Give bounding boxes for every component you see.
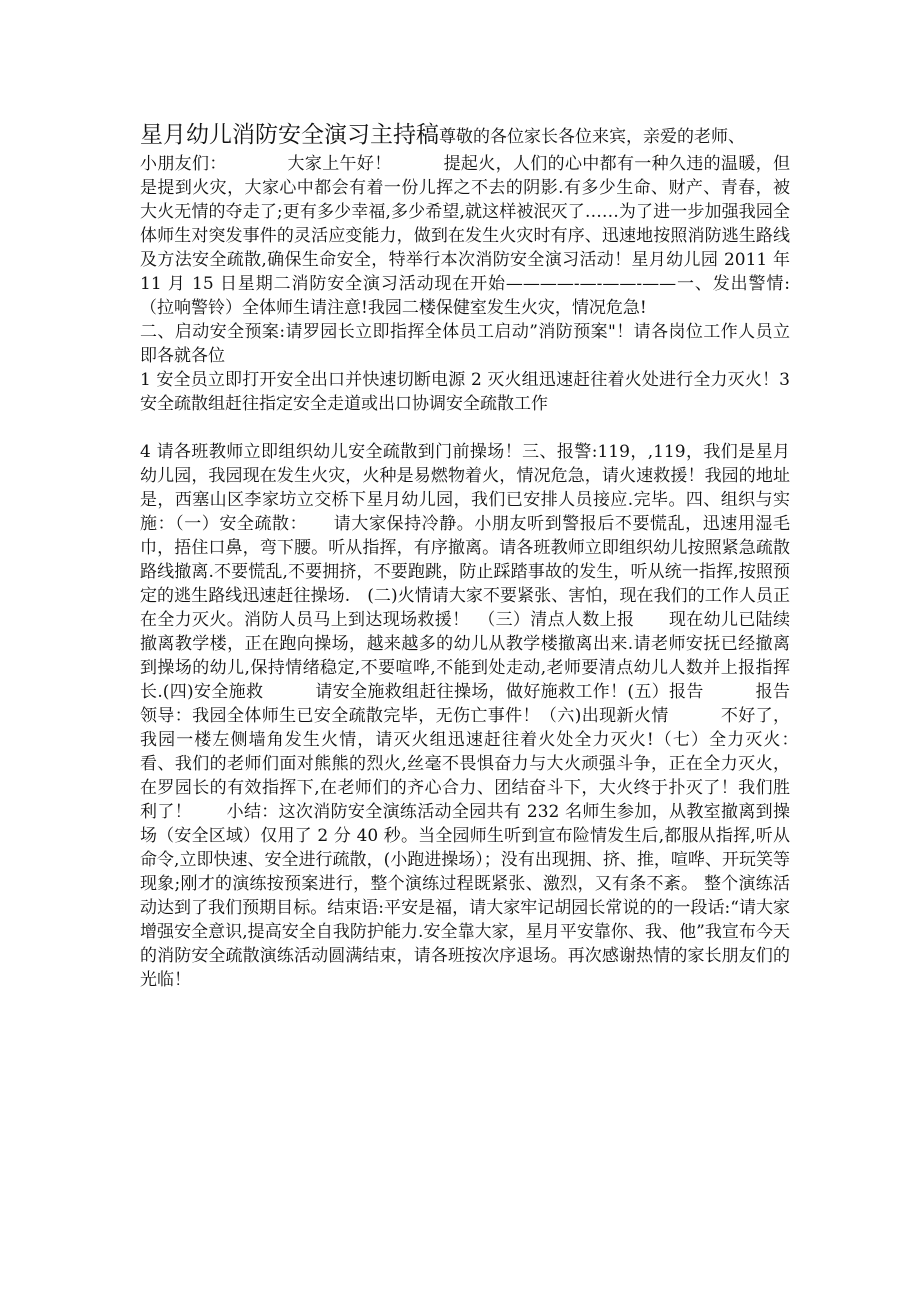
opening-salutation: 尊敬的各位家长各位来宾，亲爱的老师、 (439, 127, 745, 147)
document-body (140, 118, 824, 992)
document-title: 星月幼儿消防安全演习主持稿 (140, 122, 439, 148)
paragraph-activate-plan: 二、启动安全预案:请罗园长立即指挥全体员工启动”消防预案"！请各岗位工作人员立即各就各位 (140, 322, 790, 366)
paragraph-spacer (140, 416, 790, 440)
title-line (140, 118, 790, 152)
paragraph-drill-procedure: 4 请各班教师立即组织幼儿安全疏散到门前操场！三、报警:119，,119，我们是星月幼儿园，我园现在发生火灾，火种是易燃物着火，情况危急，请火速救援！我园的地址是，西塞山区李家坊立交桥下星月幼儿园，我们已安排人员接应.完毕。四、组织与实施：（一）安全疏散： 请大家保持冷静。小朋友听到警报后不要慌乱，迅速用湿毛巾，捂住口鼻，弯下腰。听从指挥，有序撤离。请各班教师立即组织幼儿按照紧急疏散路线撤离.不要慌乱,不要拥挤，不要跑跳，防止踩踏事故的发生，听从统一指挥,按照预定的逃生路线迅速赶往操场. (二)火情请大家不要紧张、害怕，现在我们的工作人员正在全力灭火。消防人员马上到达现场救援！ （三）清点人数上报 现在幼儿已陆续撤离教学楼，正在跑向操场，越来越多的幼儿从教学楼撤离出来.请老师安抚已经撤离到操场的幼儿,保持情绪稳定,不要喧哗,不能到处走动,老师要清点幼儿人数并上报指挥长.(四)安全施救 请安全施救组赶往操场，做好施救工作！(五）报告 报告领导：我园全体师生已安全疏散完毕，无伤亡事件！（六)出现新火情 不好了，我园一楼左侧墙角发生火情，请灭火组迅速赶往着火处全力灭火!（七）全力灭火： 看、我们的老师们面对熊熊的烈火,丝毫不畏惧奋力与大火顽强斗争，正在全力灭火，在罗园长的有效指挥下,在老师们的齐心合力、团结奋斗下，大火终于扑灭了！我们胜利了！ 小结：这次消防安全演练活动全园共有 232 名师生参加，从教室撤离到操场（安全区域）仅用了 2 分 40 秒。当全园师生听到宣布险情发生后,都服从指挥,听从命令,立即快速、安全进行疏散，(小跑进操场）；没有出现拥、挤、推，喧哗、开玩笑等现象;刚才的演练按预案进行，整个演练过程既紧张、激烈，又有条不紊。 整个演练活动达到了我们预期目标。结束语:平安是福，请大家牢记胡园长常说的的一段话:“请大家增强安全意识,提高安全自我防护能力.安全靠大家，星月平安靠你、我、他”我宣布今天的消防安全疏散演练活动圆满结束，请各班按次序退场。再次感谢热情的家长朋友们的光临！ (140, 442, 824, 990)
paragraph-roles: 1 安全员立即打开安全出口并快速切断电源 2 灭火组迅速赶往着火处进行全力灭火！3 安全疏散组赶往指定安全走道或出口协调安全疏散工作 (140, 370, 790, 414)
paragraph-intro: 小朋友们： 大家上午好！ 提起火，人们的心中都有一种久违的温暖，但是提到火灾，大家心中都会有着一份儿挥之不去的阴影.有多少生命、财产、青春，被大火无情的夺走了;更有多少幸福,多少希望,就这样被泯灭了……为了进一步加强我园全体师生对突发事件的灵活应变能力，做到在发生火灾时有序、迅速地按照消防逃生路线及方法安全疏散,确保生命安全，特举行本次消防安全演习活动！星月幼儿园 2011 年 11 月 15 日星期二消防安全演习活动现在开始————-—-——-——一、发出警情:（拉响警铃）全体师生请注意!我园二楼保健室发生火灾，情况危急! (140, 154, 790, 318)
